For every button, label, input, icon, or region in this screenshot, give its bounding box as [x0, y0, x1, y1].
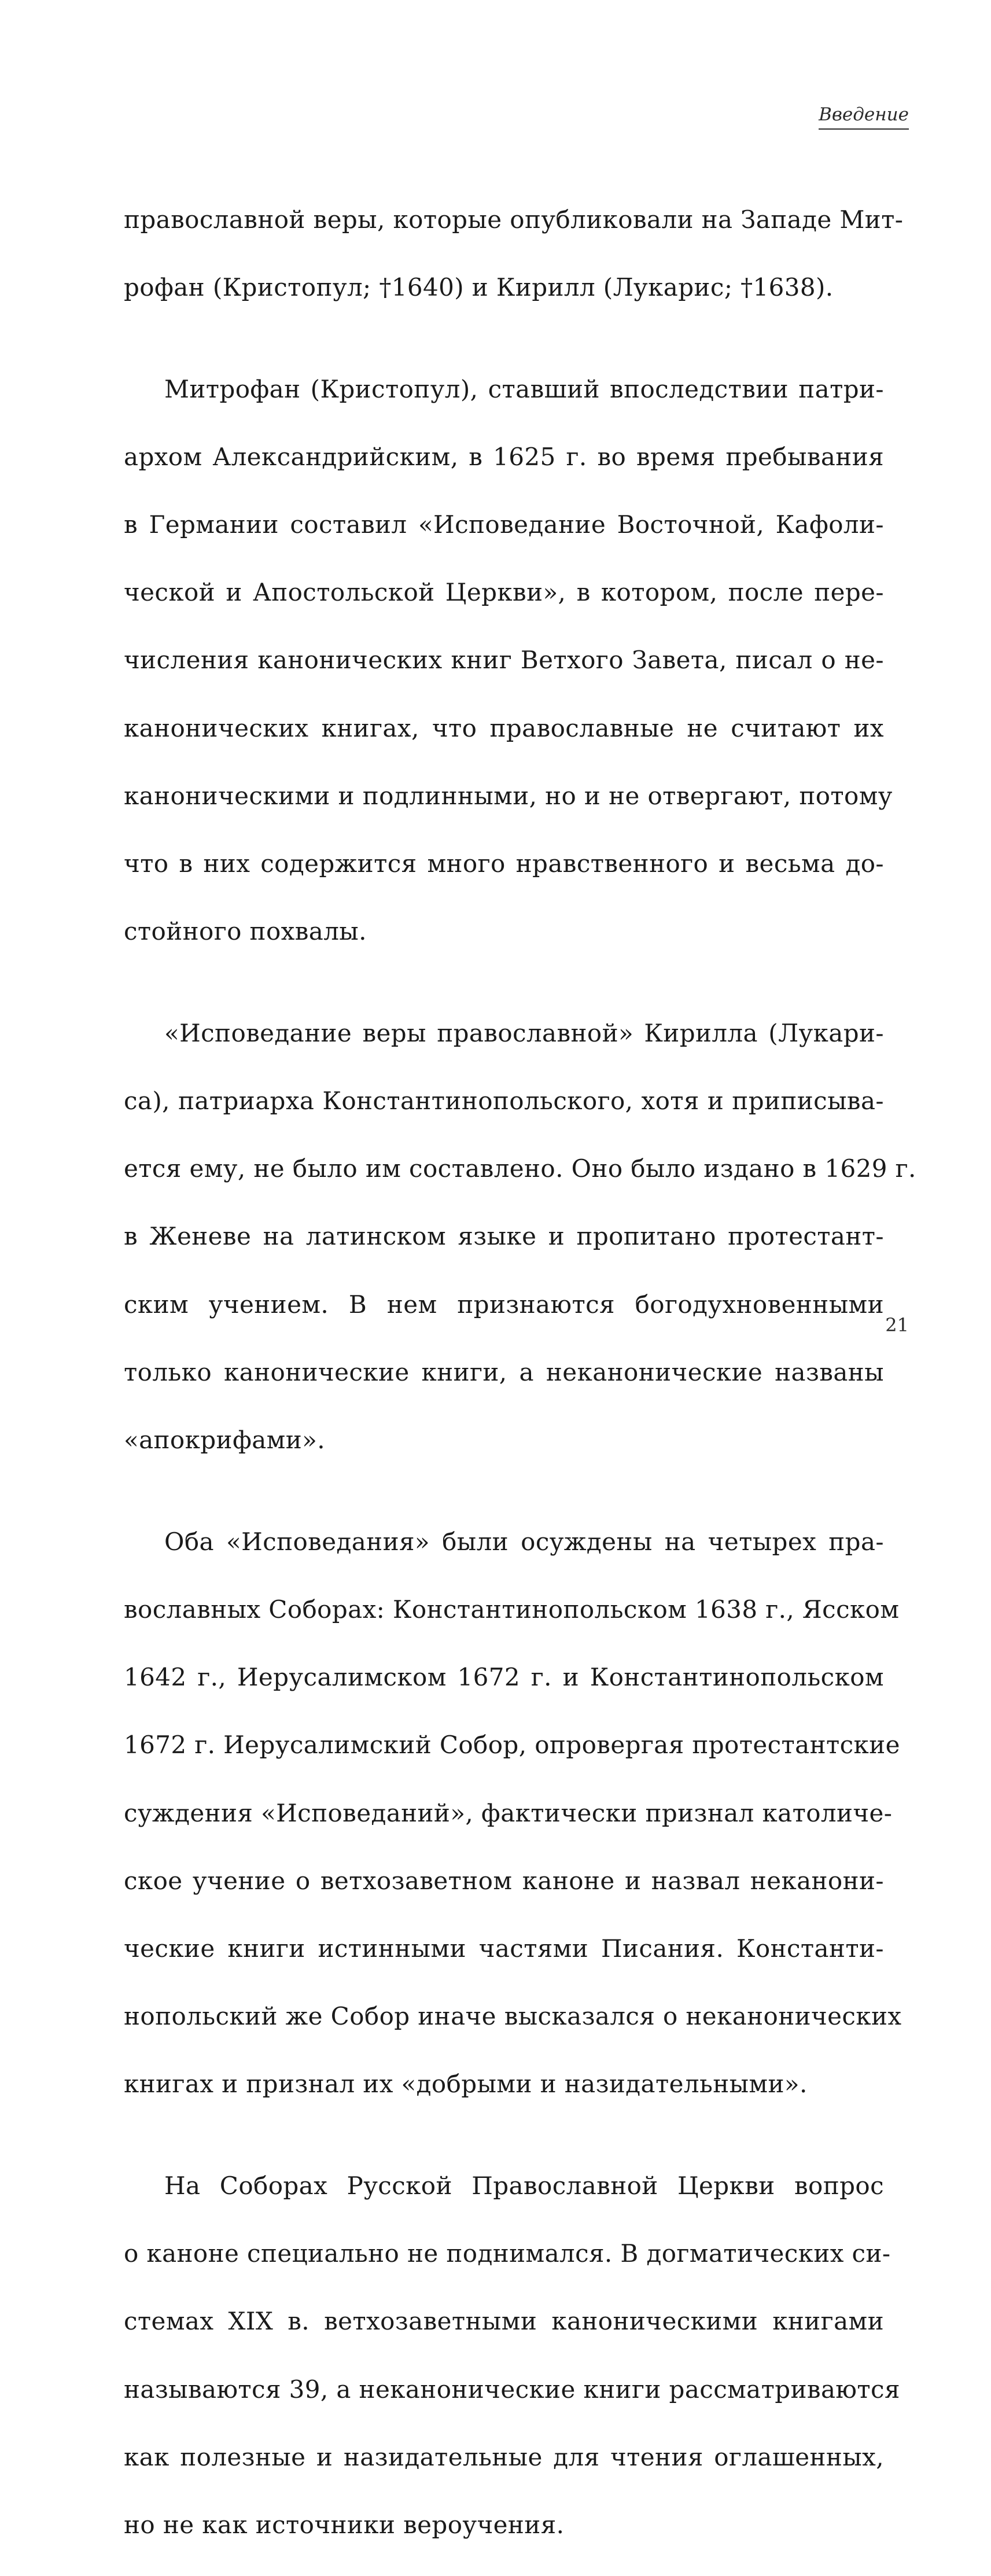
- text-line: книгах и признал их «добрыми и назидательными».: [124, 2070, 808, 2099]
- running-head: Введение: [819, 103, 909, 130]
- text-line: архом Александрийским, в 1625 г. во время пребывания: [124, 442, 884, 471]
- text-line: нопольский же Собор иначе высказался о неканонических: [124, 2002, 902, 2031]
- paragraph-2: [124, 338, 893, 982]
- page-number: 21: [885, 1314, 909, 1336]
- text-line: рофан (Кристопул; †1640) и Кирилл (Лукарис; †1638).: [124, 273, 834, 301]
- text-line: ское учение о ветхозаветном каноне и назвал неканони-: [124, 1866, 884, 1895]
- text-line: стемах XIX в. ветхозаветными каноническими книгами: [124, 2307, 884, 2336]
- text-line: ским учением. В нем признаются богодухновенными: [124, 1290, 884, 1319]
- text-line: числения канонических книг Ветхого Завета, писал о не-: [124, 646, 884, 675]
- text-line: называются 39, а неканонические книги рассматриваются: [124, 2375, 900, 2404]
- text-line: в Германии составил «Исповедание Восточной, Кафоли-: [124, 510, 884, 539]
- text-line: о каноне специально не поднимался. В догматических си-: [124, 2239, 891, 2268]
- text-line: ческие книги истинными частями Писания. Константи-: [124, 1934, 884, 1963]
- text-line: в Женеве на латинском языке и пропитано протестант-: [124, 1222, 884, 1251]
- text-line: 1642 г., Иерусалимском 1672 г. и Константинопольском: [124, 1663, 884, 1692]
- paragraph-1: [124, 169, 904, 338]
- text-line: но не как источники вероучения.: [124, 2510, 565, 2539]
- text-line: стойного похвалы.: [124, 917, 367, 946]
- text-line: 1672 г. Иерусалимский Собор, опровергая протестантские: [124, 1731, 900, 1760]
- text-line: православной веры, которые опубликовали на Западе Мит-: [124, 205, 904, 234]
- text-line: как полезные и назидательные для чтения оглашенных,: [124, 2442, 884, 2471]
- text-line: «апокрифами».: [124, 1425, 325, 1454]
- text-line: канонических книгах, что православные не считают их: [124, 713, 884, 742]
- paragraph-5: [124, 2135, 900, 2576]
- text-line: са), патриарха Константинопольского, хотя и приписыва-: [124, 1087, 884, 1116]
- text-line: суждения «Исповеданий», фактически признал католиче-: [124, 1798, 893, 1827]
- text-line: что в них содержится много нравственного и весьма до-: [124, 849, 884, 878]
- text-line: только канонические книги, а неканонические названы: [124, 1357, 884, 1386]
- text-line: Митрофан (Кристопул), ставший впоследствии патри-: [164, 374, 884, 403]
- text-line: вославных Соборах: Константинопольском 1638 г., Ясском: [124, 1595, 900, 1624]
- text-line: каноническими и подлинными, но и не отвергают, потому: [124, 781, 893, 810]
- text-line: «Исповедание веры православной» Кирилла (Лукари-: [164, 1018, 884, 1047]
- text-line: На Соборах Русской Православной Церкви вопрос: [164, 2172, 884, 2200]
- text-line: ется ему, не было им составлено. Оно было издано в 1629 г.: [124, 1154, 916, 1183]
- text-line: Оба «Исповедания» были осуждены на четырех пра-: [164, 1527, 884, 1556]
- text-line: ческой и Апостольской Церкви», в котором, после пере-: [124, 578, 884, 607]
- paragraph-4: [124, 1491, 902, 2135]
